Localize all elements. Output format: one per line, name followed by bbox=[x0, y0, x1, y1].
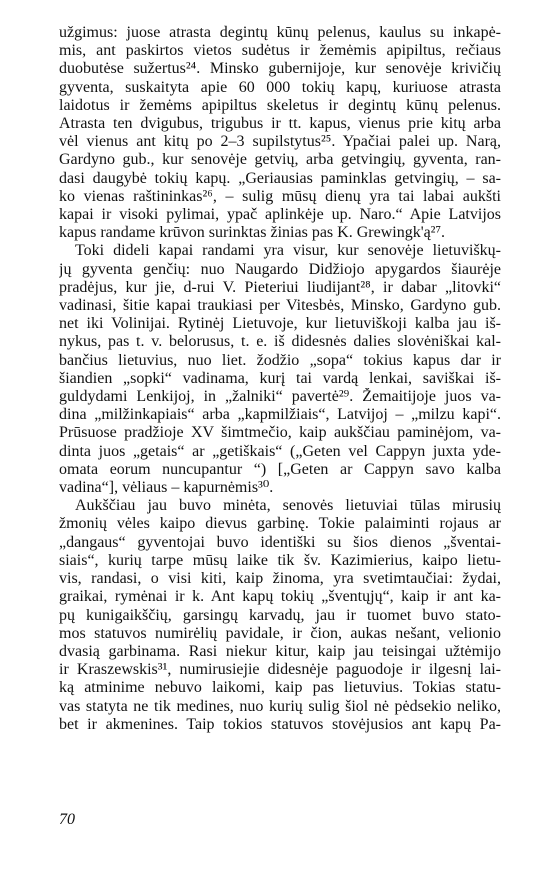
text-line: vadina“], vėliaus – kapurnėmis³⁰. bbox=[59, 479, 274, 497]
text-line: dasi daugybė tokių kapų. „Geriausias paminklas getvingių, – sa- bbox=[59, 169, 501, 187]
text-line: vadinasi, šitie kapai traukiasi per Vitesbės, Minsko, Gardyno gub. bbox=[59, 297, 501, 315]
text-line: Gardyno gub., kur senovėje getvių, arba getvingių, gyventa, ran- bbox=[59, 151, 501, 169]
text-line: kapus randame krūvon surinktas žinias pas K. Grewingk'ą²⁷. bbox=[59, 224, 446, 242]
text-line: Toki dideli kapai randami yra visur, kur senovėje lietuviškų- bbox=[59, 242, 501, 260]
text-line: vis, randasi, o visi kiti, kaip žinoma, yra svetimtaučiai: žydai, bbox=[59, 570, 501, 588]
text-line: žmonių vėles kaipo dievus garbinę. Tokie palaiminti rojaus ar bbox=[59, 515, 501, 533]
text-line: laidotus ir žemėms apipiltus skeletus ir degintų kūnų pelenus. bbox=[59, 96, 501, 114]
text-line: mis, ant paskirtos vietos sudėtus ir žemėmis apipiltus, rečiaus bbox=[59, 42, 501, 60]
text-line: graikai, rymėnai ir k. Ant kapų tokių „šventųjų“, kaip ir ant ka- bbox=[59, 588, 501, 606]
page-number: 70 bbox=[59, 811, 75, 828]
text-line: pų kunigaikščių, garsingų karvadų, jau ir tuomet buvo stato- bbox=[59, 606, 501, 624]
text-line: duobutėse sužertus²⁴. Minsko gubernijoje, kur senovėje krivičių bbox=[59, 60, 501, 78]
text-line: kapai ir visoki pylimai, ypač aplinkėje up. Naro.“ Apie Latvijos bbox=[59, 206, 501, 224]
text-line: Prūsuose pradžioje XV šimtmečio, kaip aukščiau paminėjom, va- bbox=[59, 424, 501, 442]
text-line: užgimus: juose atrasta degintų kūnų pelenus, kaulus su inkapė- bbox=[59, 24, 501, 41]
text-line: guldydami Lenkijoj, in „žalniki“ pavertė²⁹. Žemaitijoje juos va- bbox=[59, 388, 501, 406]
text-line: dina „milžinkapiais“ arba „kapmilžiais“, Latvijoj – „milzu kapi“. bbox=[59, 406, 501, 424]
text-line: Atrasta ten dvigubus, trigubus ir tt. kapus, vienus prie kitų arba bbox=[59, 115, 501, 133]
text-line: ką atminime nebuvo laikomi, kaip pas lietuvius. Tokias statu- bbox=[59, 679, 501, 697]
text-line: gyventa, suskaityta apie 60 000 tokių kapų, kuriuose atrasta bbox=[59, 78, 501, 96]
text-line: jų gyventa genčių: nuo Naugardo Didžiojo apygardos šiaurėje bbox=[59, 260, 501, 278]
text-line: bet ir akmenines. Taip tokios statuvos stovėjusios ant kapų Pa- bbox=[59, 715, 501, 733]
text-line: nykus, pas t. v. belorusus, t. e. iš didesnės dalies slovėniškai kal- bbox=[59, 333, 501, 351]
text-line: mos statuvos numirėlių pavidale, ir čion, aukas nešant, velionio bbox=[59, 624, 501, 642]
text-line: ir Kraszewskis³¹, numirusiejie didesnėje paguodoje ir ilgesnį lai- bbox=[59, 661, 501, 679]
text-line: dinta juos „getais“ ar „getiškais“ („Geten vel Cappyn juxta yde- bbox=[59, 442, 501, 460]
text-line: „dangaus“ gyventojai buvo identiški su šios dienos „šventai- bbox=[59, 533, 501, 551]
text-line: pradėjus, kur jie, d-rui V. Pieteriui liudijant²⁸, ir dabar „litovki“ bbox=[59, 278, 501, 296]
text-line: vas statyta ne tik medines, nuo kurių sulig šiol nė pėdsekio neliko, bbox=[59, 697, 501, 715]
text-line: Aukščiau jau buvo minėta, senovės lietuviai tūlas mirusių bbox=[59, 497, 501, 515]
text-line: omata eorum nuncupantur “) [„Geten ar Cappyn savo kalba bbox=[59, 460, 501, 478]
text-line: dvasią garbinama. Rasi niekur kitur, kaip jau teisingai užtėmijo bbox=[59, 642, 501, 660]
text-line: bančius lietuvius, nuo liet. žodžio „sopa“ tokius kapus dar ir bbox=[59, 351, 501, 369]
text-line: ko vienas raštininkas²⁶, – sulig mūsų dienų yra tai labai aukšti bbox=[59, 187, 501, 205]
text-line: vėl vienus ant kitų po 2–3 supilstytus²⁵. Ypačiai palei up. Narą, bbox=[59, 133, 501, 151]
text-line: siais“, kurių tarpe mūsų laike tik šv. Kazimierius, kaipo lietu- bbox=[59, 551, 501, 569]
body-text bbox=[59, 24, 501, 734]
text-line: net iki Volinijai. Rytinėj Lietuvoje, kur lietuviškoji kalba jau iš- bbox=[59, 315, 501, 333]
text-line: šiandien „sopki“ vadinama, kurį tai vardą lenkai, saviškai iš- bbox=[59, 369, 501, 387]
